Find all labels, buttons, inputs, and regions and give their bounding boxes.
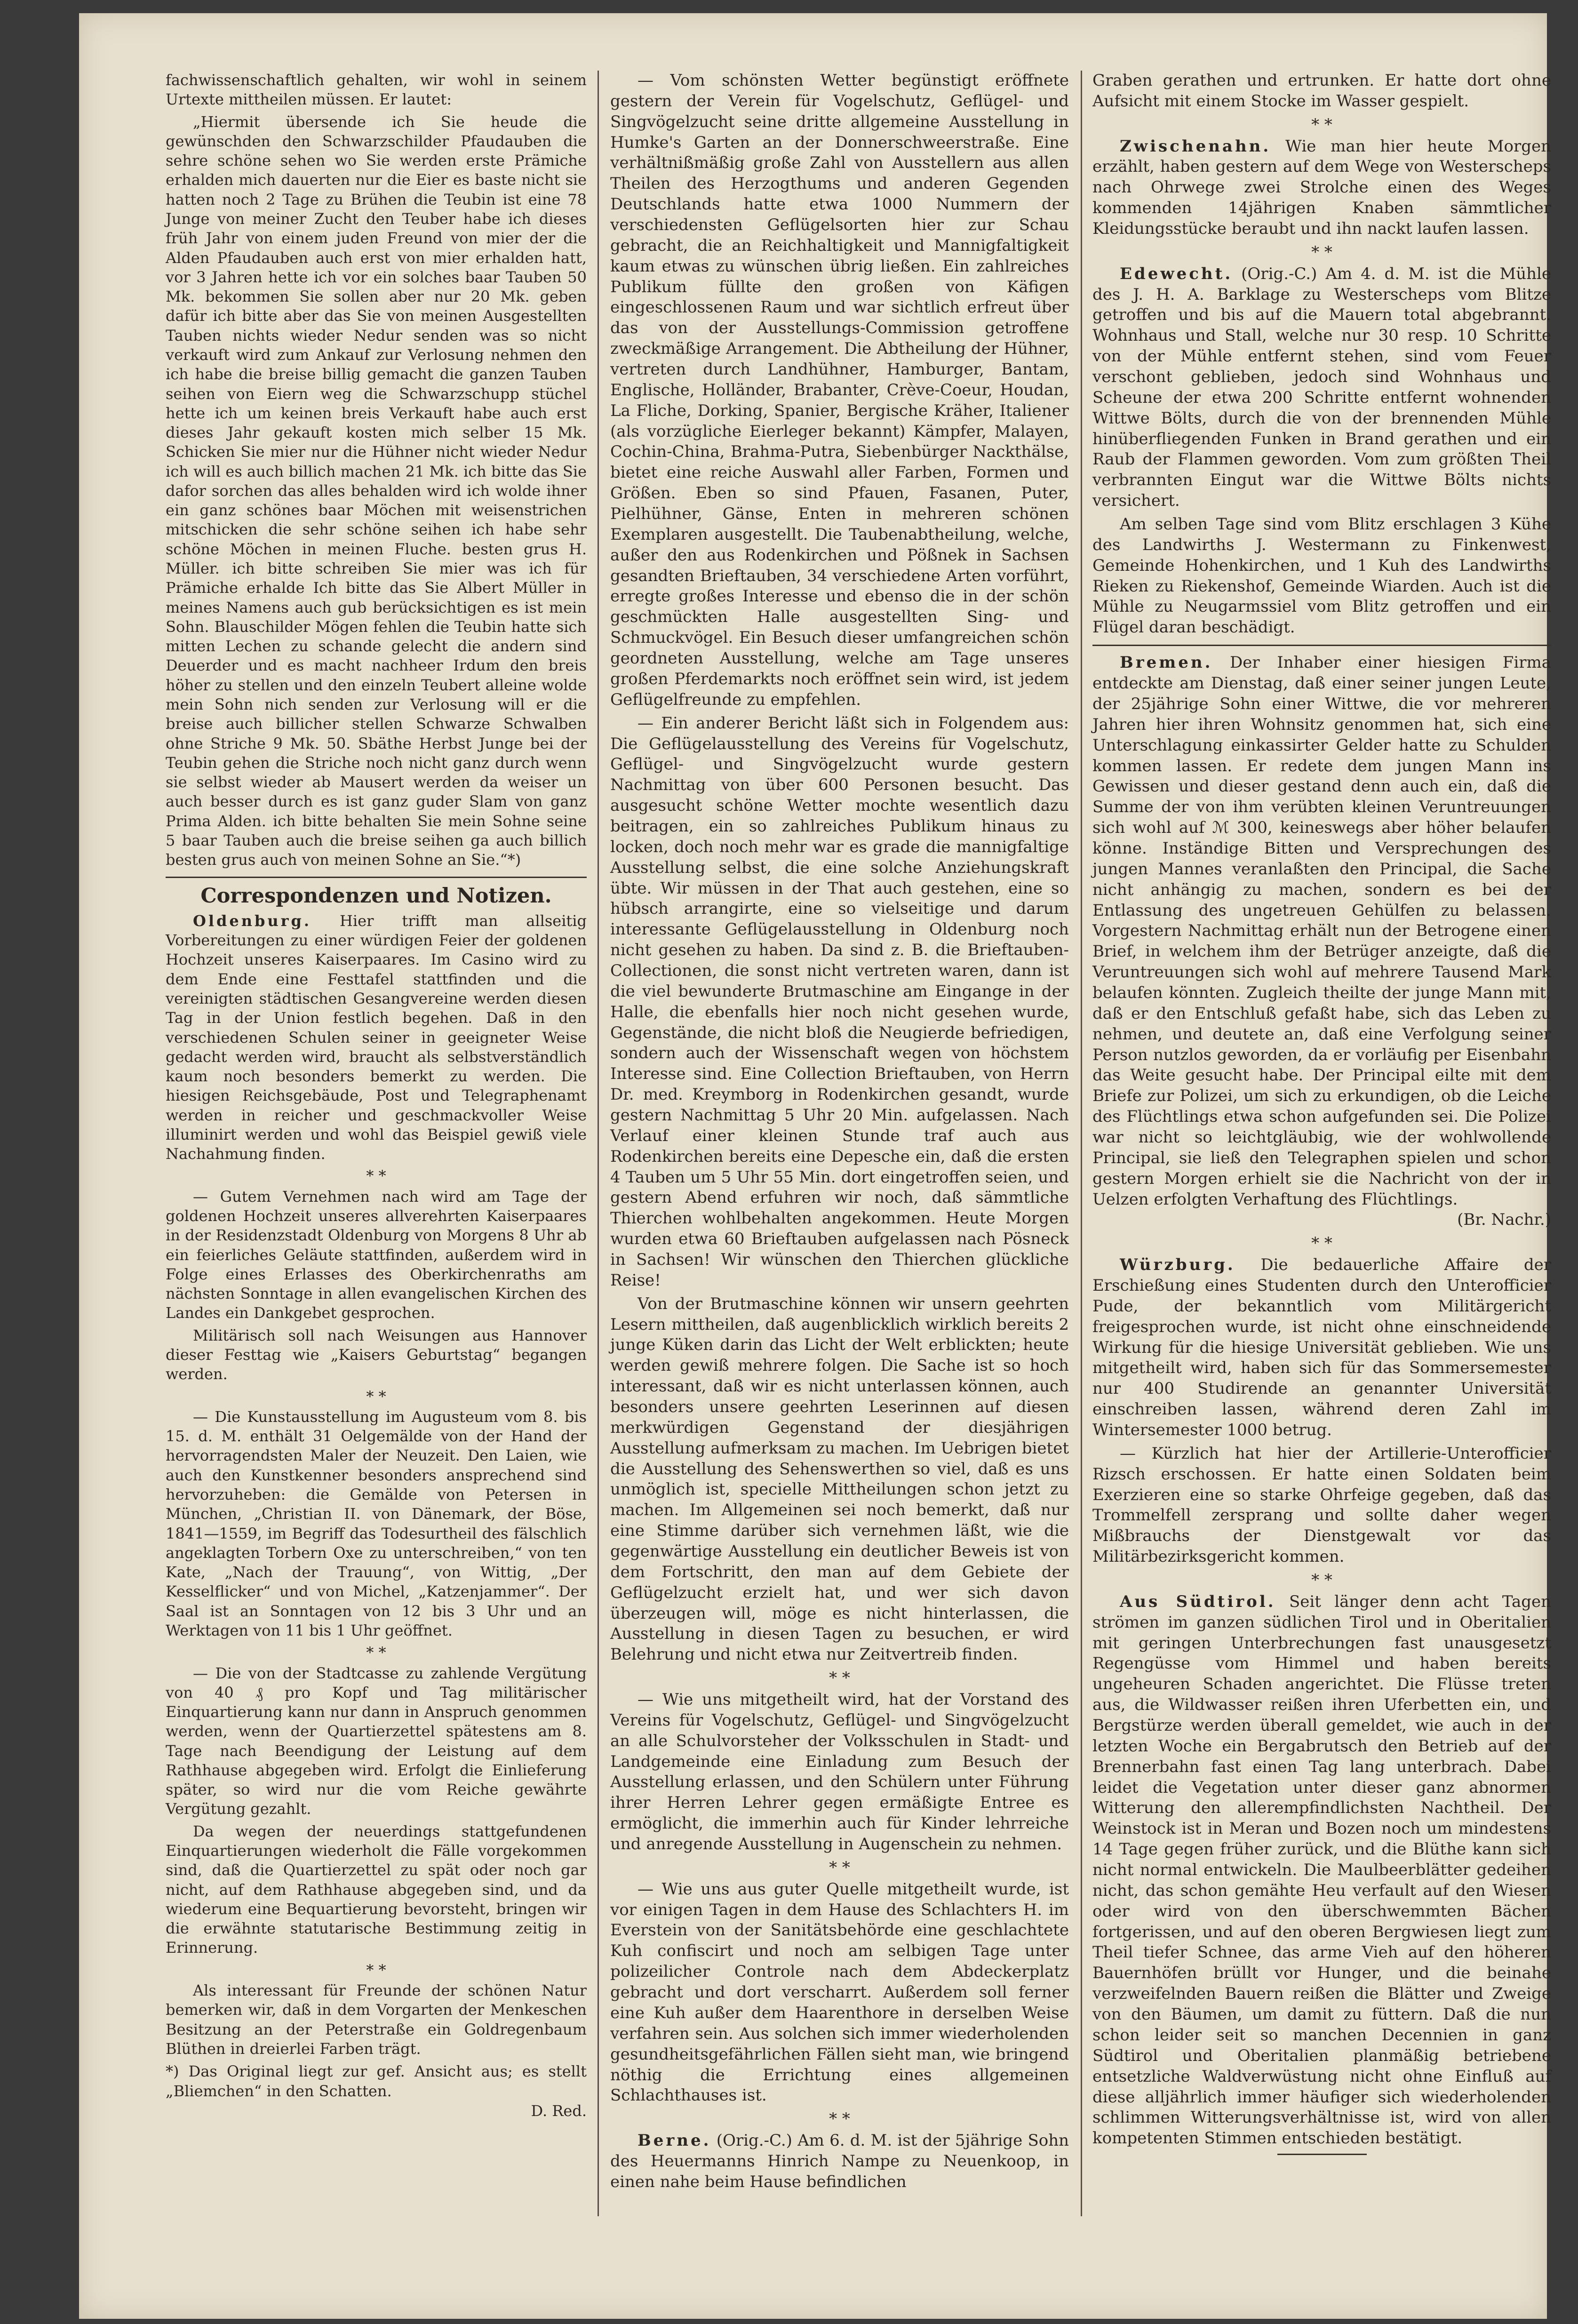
footnote	[166, 2061, 587, 2121]
article-paragraph	[610, 713, 1069, 1291]
dateline-place: Aus Südtirol.	[1120, 1592, 1276, 1611]
article-paragraph	[166, 1326, 587, 1384]
asterism-separator: * *	[1311, 115, 1332, 134]
asterism-separator: * *	[829, 1858, 850, 1877]
article-paragraph	[1092, 653, 1551, 1230]
dateline-place: Berne.	[638, 2131, 711, 2150]
article-paragraph	[610, 2131, 1069, 2193]
paragraph-text: — Die von der Stadtcasse zu zahlende Vergütung von 40 ₰ pro Kopf und Tag militärischer Einquartierung kann nur dann in Anspruch genommen werden, wenn der Quartierzettel spätestens am 8. Tage nach Beendigung der Leistung auf dem Rathhause abgegeben wird. Erfolgt die Einlieferung später, so wird nur die vom Reiche gewährte Vergütung gezahlt.	[166, 1664, 587, 1818]
article-paragraph	[166, 1407, 587, 1640]
paragraph-text: fachwissenschaftlich gehalten, wir wohl in seinem Urtexte mittheilen müssen. Er lautet:	[166, 71, 587, 109]
paragraph-text: Als interessant für Freunde der schönen Natur bemerken wir, daß in dem Vorgarten der Menkeschen Besitzung an der Peterstraße ein Goldregenbaum Blüthen in dreierlei Farben trägt.	[166, 1981, 587, 2058]
footnote-text: *) Das Original liegt zur gef. Ansicht aus; es stellt „Bliemchen“ in den Schatten.	[166, 2062, 587, 2100]
asterism-separator: * *	[1311, 1571, 1332, 1590]
asterism-separator: * *	[1311, 242, 1332, 262]
paragraph-text: Am selben Tage sind vom Blitz erschlagen 3 Kühe des Landwirths J. Westermann zu Finkenwest, Gemeinde Hohenkirchen, und 1 Kuh des Landwirths Rieken zu Riekenshof, Gemeinde Wiarden. Auch ist die Mühle zu Neugarmssiel vom Blitz getroffen und ein Flügel daran beschädigt.	[1092, 515, 1551, 637]
paragraph-text: Seit länger denn acht Tagen strömen im ganzen südlichen Tirol und in Oberitalien mit geringen Unterbrechungen fast unausgesetzt Regengüsse vom Himmel und haben bereits ungeheuren Schaden angerichtet. Die Flüsse treten aus, die Wildwasser reißen ihren Uferbetten ein, und Bergstürze werden überall gemeldet, wie auch in der letzten Woche ein Bergabrutsch den Betrieb auf der Brennerbahn fast einen Tag lang unterbrach. Dabei leidet die Vegetation unter dieser ganz abnormen Witterung den allerempfindlichsten Nachtheil. Der Weinstock ist in Meran und Bozen noch um mindestens 14 Tage gegen früher zurück, und die Blüthe kann sich nicht normal entwickeln. Die Maulbeerblätter gedeihen nicht, das schon gemähte Heu verfault auf den Wiesen oder wird von den überschwemmten Bächen fortgerissen, und auf den oberen Bergwiesen liegt zum Theil tiefer Schnee, das arme Vieh auf den höheren Bauernhöfen brüllt vor Hunger, und die beinahe verzweifelnden Bauern reißen die Blätter und Zweige von den Bäumen, um damit zu füttern. Daß die nun schon leider seit so manchen Decennien in ganz Südtirol und Oberitalien planmäßig betriebene entsetzliche Waldverwüstung nicht ohne Einfluß auf diese alljährlich immer häufiger sich wiederholenden schlimmen Witterungsverhältnisse ist, wird von allen kompetenten Stimmen entschieden bestätigt.	[1092, 1592, 1551, 2148]
column-2	[610, 71, 1069, 2196]
paragraph-text: Der Inhaber einer hiesigen Firma entdeckte am Dienstag, daß einer seiner jungen Leute, der 25jährige Sohn einer Wittwe, die vor mehreren Jahren hier ihren Wohnsitz genommen hat, sich eine Unterschlagung einkassirter Gelder hatte zu Schulden kommen lassen. Er redete dem jungen Mann ins Gewissen und dieser gestand denn auch ein, daß die Summe der von ihm verübten kleinen Veruntreuungen sich wohl auf ℳ 300, keineswegs aber höher belaufen könne. Inständige Bitten und Versprechungen des jungen Mannes veranlaßten den Principal, die Sache nicht anhängig zu machen, sondern es bei der Entlassung des ungetreuen Gehülfen zu belassen. Vorgestern Nachmittag erhält nun der Betrogene einen Brief, in welchem ihm der Betrüger anzeigte, daß die Veruntreuungen sich wohl auf mehrere Tausend Mark belaufen könnten. Zugleich theilte der junge Mann mit, daß er den Entschluß gefaßt habe, sich das Leben zu nehmen, und deutete an, daß eine Verfolgung seiner Person nutzlos geworden, da er vorläufig per Eisenbahn das Weite gesucht habe. Der Principal eilte mit dem Briefe zur Polizei, um sich zu erkundigen, ob die Leiche des Flüchtlings etwa schon aufgefunden sei. Die Polizei war nicht so leichtgläubig, wie der wohlwollende Principal, sie ließ den Telegraphen spielen und schon gestern Morgen erhielt sie die Nachricht von der in Uelzen erfolgten Verhaftung des Flüchtlings.	[1092, 653, 1551, 1209]
paragraph-text: (Orig.-C.) Am 6. d. M. ist der 5jährige Sohn des Heuermanns Hinrich Nampe zu Neuenkoop, in einen nahe beim Hause befindlichen	[610, 2131, 1069, 2191]
article-paragraph	[1092, 264, 1551, 511]
column-divider-right	[1081, 71, 1082, 2216]
asterism-separator: * *	[366, 1644, 386, 1662]
article-paragraph	[1092, 71, 1551, 112]
dateline-place: Würzburg.	[1120, 1255, 1235, 1275]
asterism-separator: * *	[1311, 1234, 1332, 1253]
dateline-place: Oldenburg.	[193, 911, 312, 930]
section-heading: Correspondenzen und Notizen.	[200, 884, 552, 908]
paragraph-text: Die bedauerliche Affaire der Erschießung eines Studenten durch den Unterofficier Pude, der bekanntlich vom Militärgericht freigesprochen wurde, ist nicht ohne einschneidende Wirkung für die hiesige Universität geblieben. Wie uns mitgetheilt wird, haben sich für das Sommersemester nur 400 Studirende an genannter Universität einschreiben lassen, während deren Zahl im Wintersemester 1000 betrug.	[1092, 1255, 1552, 1439]
paragraph-text: Da wegen der neuerdings stattgefundenen Einquartierungen wiederholt die Fälle vorgekommen sind, daß die Quartierzettel zu spät oder noch gar nicht, auf dem Rathhause abgegeben sind, und da wiederum eine Bequartierung bevorsteht, bringen wir die erwähnte statutarische Bestimmung zeitig in Erinnerung.	[166, 1822, 587, 1957]
asterism-separator: * *	[366, 1961, 386, 1979]
article-paragraph	[1092, 1592, 1551, 2149]
dateline-place: Zwischenahn.	[1120, 136, 1271, 156]
asterism-separator: * *	[829, 1669, 850, 1688]
paragraph-text: — Kürzlich hat hier der Artillerie-Unterofficier Rizsch erschossen. Er hatte einen Soldaten beim Exerzieren eine so starke Ohrfeige gegeben, daß das Trommelfell zersprang und sollte daher wegen Mißbrauchs der Dienstgewalt vor das Militärbezirksgericht kommen.	[1092, 1444, 1551, 1566]
asterism-separator: * *	[829, 2109, 850, 2129]
dateline-place: Bremen.	[1120, 653, 1213, 672]
article-paragraph	[610, 1294, 1069, 1665]
paragraph-text: — Wie uns mitgetheilt wird, hat der Vorstand des Vereins für Vogelschutz, Geflügel- und Singvögelzucht an alle Schulvorsteher der Volksschulen in Stadt- und Landgemeinde eine Einladung zum Besuch der Ausstellung erlassen, und den Schülern unter Führung ihrer Herren Lehrer gegen ermäßigte Entree es ermöglicht, die immerhin auch für Kinder lehrreiche und anregende Ausstellung in Augenschein zu nehmen.	[610, 1690, 1069, 1854]
paragraph-text: „Hiermit übersende ich Sie heude die gewünschden den Schwarzschilder Pfaudauben die sehre schöne sehen wo Sie werden erste Prämiche erhalden mich dauerten nur die Eier es baste nicht sie hatten noch 2 Tage zu Brühen die Teubin ist eine 78 Junge von meiner Zucht den Teuber habe ich dieses früh Jahr von einem juden Freund von mier der die Alden Pfaudauben auch erst von mier erhalden hatt, vor 3 Jahren hette ich vor ein solches baar Tauben 50 Mk. bekommen Sie sollen aber nur 20 Mk. geben dafür ich bitte aber das Sie von meinen Ausgestellten Tauben nichts wieder Nedur senden was so nicht verkauft wird zum Ankauf zur Verlosung nehmen den ich habe die breise billig gemacht die ganzen Tauben seihen von Eiern weg die Schwarzschupp stüchel hette ich um keinen breis Verkauft habe auch erst dieses Jahr gekauft kosten mich selber 15 Mk. Schicken Sie mier nur die Hühner nicht wieder Nedur ich will es auch billich machen 21 Mk. ich bitte das Sie dafor sorchen das alles behalden wird ich wolde ihner ein ganz schönes baar Möchen mit weisenstrichen mitschicken die sehr schöne seihen ich habe sehr schöne Möchen in meinen Fluche. besten grus H. Müller. ich bitte schreiben Sie mier was ich für Prämiche erhalde Ich bitte das Sie Albert Müller in meines Namens auch gub berücksichtigen es ist mein Sohn. Blauschilder Mögen fehlen die Teubin hatte sich mitten Lechen zu schande gelecht die andern sind Deuerder und es macht nachheer Irdum den breis höher zu stellen und den einzeln Teubert alleine wolde mein Sohn nich senden zur Verlosung will er die breise auch billicher stellen Schwarze Schwalben ohne Striche 9 Mk. 50. Sbäthe Herbst Junge bei der Teubin gehen die Striche noch nicht ganz durch wenn sie selbst wieder ab Mausert werden da weiser un auch besser durch es ist ganz guder Slam von ganz Prima Alden. ich bitte behalten Sie mein Sohne seine 5 baar Tauben auch die breise seihen ga auch billich besten grus auch von meinen Sohne an Sie.“*)	[166, 112, 587, 869]
paragraph-text: — Die Kunstausstellung im Augusteum vom 8. bis 15. d. M. enthält 31 Oelgemälde von der Hand der hervorragendsten Maler der Neuzeit. Den Laien, wie auch den Kunstkenner besonders ansprechend sind hervorzuheben: die Gemälde von Petersen in München, „Christian II. von Dänemark, der Böse, 1841—1559, im Begriff das Todesurtheil des fälschlich angeklagten Torbern Oxe zu unterschreiben,“ von ten Kate, „Nach der Trauung“, von Wittig, „Der Kesselflicker“ und von Michel, „Katzenjammer“. Der Saal ist an Sonntagen von 12 bis 3 Uhr und an Werktagen von 11 bis 1 Uhr geöffnet.	[166, 1407, 587, 1639]
article-paragraph	[610, 71, 1069, 711]
paragraph-text: Hier trifft man allseitig Vorbereitungen zu einer würdigen Feier der goldenen Hochzeit unseres Kaiserpaares. Im Casino wird zu dem Ende eine Festtafel stattfinden und die vereinigten städtischen Gesangvereine werden diesen Tag in der Union festlich begehen. Daß in den verschiedenen Schulen seiner in geeigneter Weise gedacht werden wird, braucht als selbstverständlich kaum noch besonders bemerkt zu werden. Die hiesigen Reichsgebäude, Post und Telegraphenamt werden in reicher und geschmackvoller Weise illuminirt werden und wohl das Beispiel gewiß viele Nachahmung finden.	[166, 911, 587, 1163]
article-paragraph	[610, 1690, 1069, 1855]
article-paragraph	[166, 112, 587, 870]
column-divider-left	[598, 71, 599, 2216]
source-attribution: (Br. Nachr.)	[1457, 1210, 1551, 1230]
article-paragraph	[166, 71, 587, 110]
article-paragraph	[166, 1187, 587, 1323]
editor-signature: D. Red.	[531, 2102, 587, 2120]
asterism-separator: * *	[366, 1387, 386, 1406]
paragraph-text: — Gutem Vernehmen nach wird am Tage der goldenen Hochzeit unseres allverehrten Kaiserpaares in der Residenzstadt Oldenburg von Morgens 8 Uhr ab ein feierliches Geläute stattfinden, außerdem wird in Folge eines Erlasses des Oberkirchenraths am nächsten Sonntage in allen evangelischen Kirchen des Landes ein Dankgebet gesprochen.	[166, 1187, 587, 1322]
paragraph-text: Wie man hier heute Morgen erzählt, haben gestern auf dem Wege von Westerscheps nach Ohrwege zwei Strolche einen des Weges kommenden 14jährigen Knaben sämmtlicher Kleidungsstücke beraubt und ihn nackt laufen lassen.	[1092, 136, 1552, 239]
paragraph-text: — Wie uns aus guter Quelle mitgetheilt wurde, ist vor einigen Tagen in dem Hause des Schlachters H. im Everstein von der Sanitätsbehörde eine geschlachtete Kuh confiscirt und noch am selbigen Tage unter polizeilicher Controle nach dem Abdeckerplatz gebracht und dort verscharrt. Außerdem soll ferner eine Kuh außer dem Haarenthore in derselben Weise verfahren sein. Aus solchen sich immer wiederholenden gesundheitsgefährlichen Fällen sieht man, wie bringend nöthig die Errichtung eines allgemeinen Schlachthauses ist.	[610, 1879, 1069, 2105]
paragraph-text: Militärisch soll nach Weisungen aus Hannover dieser Festtag wie „Kaisers Geburtstag“ begangen werden.	[166, 1326, 587, 1383]
paragraph-text: (Orig.-C.) Am 4. d. M. ist die Mühle des J. H. A. Barklage zu Westerscheps vom Blitze getroffen und bis auf die Mauern total abgebrannt. Wohnhaus und Stall, welche nur 30 resp. 10 Schritte von der Mühle entfernt stehen, sind vom Feuer verschont geblieben, jedoch sind Wohnhaus und Scheune der etwa 200 Schritte entfernt wohnenden Wittwe Bölts, durch die von der brennenden Mühle hinüberfliegenden Funken in Brand gerathen und ein Raub der Flammen geworden. Vom zum größten Theil verbrannten Eingut war die Wittwe Bölts nichts versichert.	[1092, 264, 1551, 511]
dateline-place: Edewecht.	[1120, 264, 1233, 283]
article-paragraph	[166, 911, 587, 1164]
article-paragraph	[1092, 1255, 1551, 1441]
paragraph-text: Von der Brutmaschine können wir unsern geehrten Lesern mittheilen, daß augenblicklich wirklich bereits 2 junge Küken darin das Licht der Welt erblickten; heute werden gewiß mehrere folgen. Die Sache ist so hoch interessant, daß wir es nicht unterlassen können, auch besonders unsere geehrten Leserinnen auf diesen merkwürdigen Gegenstand der diesjährigen Ausstellung aufmerksam zu machen. Im Uebrigen bietet die Ausstellung des Sehenswerthen so viel, daß es uns unmöglich ist, specielle Mittheilungen schon jetzt zu machen. Im Allgemeinen sei noch bemerkt, daß nur eine Stimme darüber sich vernehmen läßt, wie die gegenwärtige Ausstellung ein deutlicher Beweis ist von dem Fortschritt, den man auf dem Gebiete der Geflügelzucht erzielt hat, und wer sich davon überzeugen will, möge es nicht hinterlassen, die Ausstellung in diesen Tagen zu besuchen, er wird Belehrung und nicht etwa nur Zeitvertreib finden.	[610, 1294, 1069, 1664]
article-paragraph	[1092, 136, 1551, 240]
asterism-separator: * *	[366, 1167, 386, 1185]
article-paragraph	[1092, 514, 1551, 638]
article-paragraph	[1092, 1444, 1551, 1567]
column-1	[166, 71, 587, 2124]
section-rule	[1092, 645, 1551, 646]
article-paragraph	[610, 1879, 1069, 2106]
section-rule	[166, 877, 587, 878]
paragraph-text: Graben gerathen und ertrunken. Er hatte dort ohne Aufsicht mit einem Stocke im Wasser gespielt.	[1092, 71, 1551, 111]
article-paragraph	[166, 1981, 587, 2059]
article-paragraph	[166, 1822, 587, 1958]
paragraph-text: — Ein anderer Bericht läßt sich in Folgendem aus: Die Geflügelausstellung des Vereins für Vogelschutz, Geflügel- und Singvögelzucht wurde gestern Nachmittag von über 600 Personen besucht. Das ausgesucht schöne Wetter mochte wesentlich dazu beitragen, ein so zahlreiches Publikum hinaus zu locken, doch noch mehr war es grade die mannigfaltige Ausstellung selbst, die eine solche Anziehungskraft übte. Wir müssen in der That auch gestehen, eine so hübsch arrangirte, eine so vielseitige und darum interessante Geflügelausstellung in Oldenburg noch nicht gesehen zu haben. Da sind z. B. die Brieftauben-Collectionen, die sonst nicht vertreten waren, dann ist die viel bewunderte Brutmaschine am Eingange in der Halle, die ebenfalls hier noch nicht gesehen wurde, Gegenstände, die nicht bloß die Neugierde befriedigen, sondern auch der Wissenschaft wegen von höchstem Interesse sind. Eine Collection Brieftauben, von Herrn Dr. med. Kreymborg in Rodenkirchen gesandt, wurde gestern Nachmittag 5 Uhr 20 Min. aufgelassen. Nach Verlauf einer kleinen Stunde traf auch aus Rodenkirchen bereits eine Depesche ein, daß die ersten 4 Tauben um 5 Uhr 55 Min. dort eingetroffen seien, und gestern Abend erfuhren wir noch, daß sämmtliche Thierchen wohlbehalten angekommen. Heute Morgen wurden etwa 60 Brieftauben aufgelassen nach Pösneck in Sachsen! Wir wünschen den Thierchen glückliche Reise!	[610, 713, 1069, 1290]
end-rule	[1277, 2154, 1367, 2155]
column-3	[1092, 71, 1551, 2160]
article-paragraph	[166, 1664, 587, 1819]
paragraph-text: — Vom schönsten Wetter begünstigt eröffnete gestern der Verein für Vogelschutz, Geflügel- und Singvögelzucht seine dritte allgemeine Ausstellung in Humke's Garten an der Donnerschweerstraße. Eine verhältnißmäßig große Zahl von Ausstellern aus allen Theilen des Herzogthums und anderen Gegenden Deutschlands hatte etwa 1000 Nummern der verschiedensten Geflügelsorten hier zur Schau gebracht, die an Reichhaltigkeit und Mannigfaltigkeit kaum etwas zu wünschen übrig ließen. Ein zahlreiches Publikum füllte den großen von Käfigen eingeschlossenen Raum und war sichtlich erfreut über das von der Ausstellungs-Commission getroffene zweckmäßige Arrangement. Die Abtheilung der Hühner, vertreten durch Landhühner, Hamburger, Bantam, Englische, Holländer, Brabanter, Crève-Coeur, Houdan, La Fliche, Dorking, Spanier, Bergische Kräher, Italiener (als vorzügliche Eierleger bekannt) Kämpfer, Malayen, Cochin-China, Brahma-Putra, Siebenbürger Nackthälse, bietet eine reiche Auswahl aller Farben, Formen und Größen. Eben so sind Pfauen, Fasanen, Puter, Pielhühner, Gänse, Enten in mehreren schönen Exemplaren ausgestellt. Die Taubenabtheilung, welche, außer den aus Rodenkirchen und Pößnek in Sachsen gesandten Brieftauben, 34 verschiedene Arten vorführt, erregte großes Interesse und ebenso die in der schön geschmückten Halle ausgestellten Sing- und Schmuckvögel. Ein Besuch dieser umfangreichen schön geordneten Ausstellung, welche am Tage unseres großen Pferdemarkts noch eröffnet sein wird, ist jedem Geflügelfreunde zu empfehlen.	[610, 71, 1069, 709]
